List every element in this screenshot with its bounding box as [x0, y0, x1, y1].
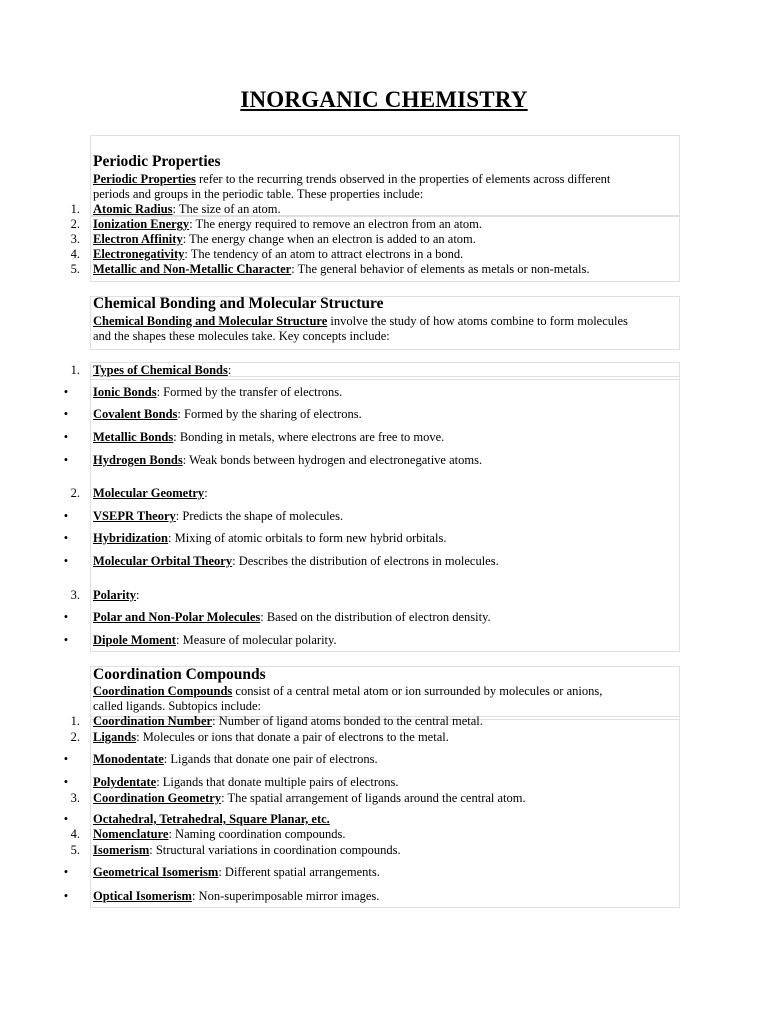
list-number: 1. — [70, 363, 80, 377]
section-intro-line — [93, 172, 610, 187]
list-item-molecular-geometry — [93, 486, 208, 501]
intro-text: consist of a central metal atom or ion surrounded by molecules or anions, — [232, 684, 603, 698]
list-item-coordination-number — [93, 714, 483, 729]
list-item-text: : Measure of molecular polarity. — [175, 633, 337, 647]
list-item-term: Atomic Radius — [93, 202, 173, 216]
list-item-ligands — [93, 730, 449, 745]
list-item-text: : The size of an atom. — [172, 202, 281, 216]
list-item-text: : Describes the distribution of electrons in molecules. — [232, 554, 499, 568]
list-item-text: : Molecules or ions that donate a pair of electrons to the metal. — [136, 730, 449, 744]
list-item-text: : Non-superimposable mirror images. — [191, 889, 380, 903]
list-number: 2. — [70, 217, 80, 231]
list-item-optical-isomerism — [93, 889, 379, 904]
list-item-text: : Formed by the transfer of electrons. — [156, 385, 343, 399]
bullet-marker: • — [63, 633, 69, 647]
list-item-term: Geometrical Isomerism — [93, 865, 219, 879]
list-item-term: Octahedral, Tetrahedral, Square Planar, etc. — [93, 812, 330, 826]
list-item-term: Covalent Bonds — [93, 407, 178, 421]
list-item-text: : Structural variations in coordination compounds. — [149, 843, 401, 857]
list-item-term: VSEPR Theory — [93, 509, 176, 523]
list-item-metallic-bonds — [93, 430, 444, 445]
list-item-term: Ionic Bonds — [93, 385, 157, 399]
intro-term: Chemical Bonding and Molecular Structure — [93, 314, 328, 328]
bullet-marker: • — [63, 775, 69, 789]
section-heading: Periodic Properties — [93, 153, 221, 170]
list-item-term: Polar and Non-Polar Molecules — [93, 610, 261, 624]
list-item-polar-and-non-polar-molecules — [93, 610, 491, 625]
list-item-text: : Different spatial arrangements. — [218, 865, 380, 879]
list-number: 2. — [70, 730, 80, 744]
list-item-term: Molecular Orbital Theory — [93, 554, 233, 568]
bullet-marker: • — [63, 752, 69, 766]
list-item-text: : — [204, 486, 208, 500]
list-item-text: : The tendency of an atom to attract electrons in a bond. — [184, 247, 464, 261]
list-item-atomic-radius — [93, 202, 281, 217]
list-item-term: Electron Affinity — [93, 232, 183, 246]
intro-term: Periodic Properties — [93, 172, 196, 186]
list-number: 3. — [70, 791, 80, 805]
list-number: 5. — [70, 262, 80, 276]
list-item-geometrical-isomerism — [93, 865, 380, 880]
list-number: 3. — [70, 588, 80, 602]
list-item-text: : Ligands that donate multiple pairs of electrons. — [156, 775, 399, 789]
list-item-term: Nomenclature — [93, 827, 169, 841]
list-item-term: Monodentate — [93, 752, 164, 766]
bullet-marker: • — [63, 407, 69, 421]
list-item-term: Hydrogen Bonds — [93, 453, 183, 467]
list-item-text: : The spatial arrangement of ligands around the central atom. — [221, 791, 526, 805]
list-item-metallic-and-non-metallic-character — [93, 262, 590, 277]
list-item-term: Molecular Geometry — [93, 486, 205, 500]
bullet-marker: • — [63, 610, 69, 624]
list-item-text: : The general behavior of elements as metals or non-metals. — [291, 262, 590, 276]
list-item-term: Polarity — [93, 588, 137, 602]
list-item-text: : Mixing of atomic orbitals to form new hybrid orbitals. — [168, 531, 447, 545]
list-item-term: Optical Isomerism — [93, 889, 192, 903]
list-item-term: Electronegativity — [93, 247, 185, 261]
list-number: 4. — [70, 247, 80, 261]
section-intro-line: and the shapes these molecules take. Key concepts include: — [93, 329, 390, 343]
list-item-electron-affinity — [93, 232, 476, 247]
list-item-text: : Naming coordination compounds. — [168, 827, 346, 841]
list-item-term: Hybridization — [93, 531, 169, 545]
list-item-covalent-bonds — [93, 407, 362, 422]
list-item-molecular-orbital-theory — [93, 554, 499, 569]
list-number: 1. — [70, 202, 80, 216]
bullet-marker: • — [63, 509, 69, 523]
intro-text: involve the study of how atoms combine to form molecules — [327, 314, 628, 328]
list-item-text: : — [136, 588, 140, 602]
list-item-monodentate — [93, 752, 378, 767]
list-item-polarity — [93, 588, 140, 603]
list-item-term: Ionization Energy — [93, 217, 190, 231]
list-number: 1. — [70, 714, 80, 728]
list-item-text: : Weak bonds between hydrogen and electronegative atoms. — [182, 453, 483, 467]
intro-text: refer to the recurring trends observed in the properties of elements across different — [195, 172, 611, 186]
list-item-text: : — [227, 363, 232, 377]
list-item-octahedral-tetrahedral-square-planar-etc — [93, 812, 330, 827]
list-item-isomerism — [93, 843, 401, 858]
list-item-term: Types of Chemical Bonds — [93, 363, 228, 377]
list-item-term: Polydentate — [93, 775, 157, 789]
list-item-text: : The energy required to remove an electron from an atom. — [189, 217, 483, 231]
page-title: INORGANIC CHEMISTRY — [240, 87, 528, 112]
bullet-marker: • — [63, 430, 69, 444]
section-heading: Chemical Bonding and Molecular Structure — [93, 295, 384, 312]
list-item-term: Coordination Number — [93, 714, 213, 728]
bullet-marker: • — [63, 385, 69, 399]
list-item-text: : Bonding in metals, where electrons are free to move. — [173, 430, 445, 444]
list-item-types-of-chemical-bonds — [93, 363, 231, 378]
list-item-text: : Number of ligand atoms bonded to the central metal. — [212, 714, 483, 728]
list-item-term: Metallic Bonds — [93, 430, 174, 444]
list-item-hydrogen-bonds — [93, 453, 482, 468]
list-number: 5. — [70, 843, 80, 857]
section-intro-line: periods and groups in the periodic table. These properties include: — [93, 187, 424, 201]
intro-term: Coordination Compounds — [93, 684, 233, 698]
section-heading: Coordination Compounds — [93, 666, 266, 683]
list-item-text: : Predicts the shape of molecules. — [175, 509, 344, 523]
bullet-marker: • — [63, 453, 69, 467]
list-item-electronegativity — [93, 247, 463, 262]
list-item-text: : Formed by the sharing of electrons. — [177, 407, 362, 421]
list-item-term: Ligands — [93, 730, 137, 744]
list-item-term: Isomerism — [93, 843, 150, 857]
list-item-term: Dipole Moment — [93, 633, 176, 647]
list-item-dipole-moment — [93, 633, 337, 648]
list-item-nomenclature — [93, 827, 346, 842]
list-number: 4. — [70, 827, 80, 841]
section-intro-line — [93, 684, 602, 699]
list-item-term: Coordination Geometry — [93, 791, 222, 805]
list-number: 2. — [70, 486, 80, 500]
bullet-marker: • — [63, 889, 69, 903]
list-item-text: : Ligands that donate one pair of electrons. — [163, 752, 378, 766]
list-item-text: : The energy change when an electron is added to an atom. — [182, 232, 476, 246]
bullet-marker: • — [63, 865, 69, 879]
section-intro-line: called ligands. Subtopics include: — [93, 699, 262, 713]
list-item-ionic-bonds — [93, 385, 342, 400]
bullet-marker: • — [63, 812, 69, 826]
list-item-hybridization — [93, 531, 446, 546]
list-item-text: : Based on the distribution of electron density. — [260, 610, 491, 624]
section-intro-line — [93, 314, 628, 329]
bullet-marker: • — [63, 554, 69, 568]
bullet-marker: • — [63, 531, 69, 545]
list-item-polydentate — [93, 775, 399, 790]
list-item-term: Metallic and Non-Metallic Character — [93, 262, 292, 276]
list-item-vsepr-theory — [93, 509, 343, 524]
list-number: 3. — [70, 232, 80, 246]
list-item-ionization-energy — [93, 217, 482, 232]
list-item-coordination-geometry — [93, 791, 526, 806]
